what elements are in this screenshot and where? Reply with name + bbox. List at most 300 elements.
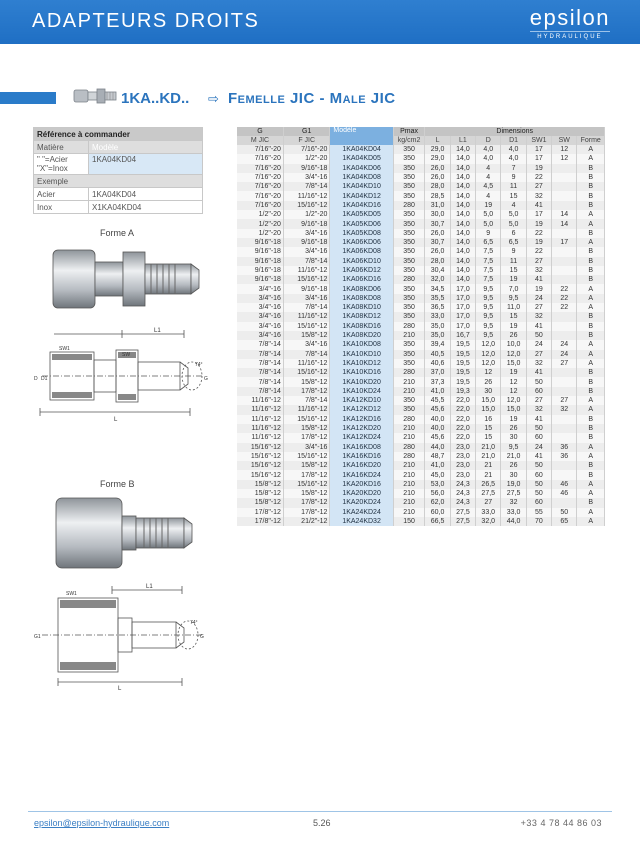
cell-g: 1/2"-20 — [237, 219, 283, 228]
cell-l1: 19,5 — [450, 340, 475, 349]
forme-a-label: Forme A — [100, 228, 135, 238]
header-d: D — [476, 136, 501, 145]
cell-modele: 1KA05KD08 — [330, 229, 393, 238]
cell-modele: 1KA10KD10 — [330, 350, 393, 359]
cell-sw1: 24 — [526, 443, 551, 452]
cell-forme: B — [577, 470, 605, 479]
cell-modele: 1KA20KD16 — [330, 480, 393, 489]
cell-g1: 3/4"-16 — [283, 443, 329, 452]
cell-d1: 11 — [501, 182, 526, 191]
cell-l1: 14,0 — [450, 229, 475, 238]
dim-l1-label-b: L1 — [146, 584, 153, 590]
cell-g1: 15/8"-12 — [283, 424, 329, 433]
cell-sw1: 41 — [526, 368, 551, 377]
cell-forme: A — [577, 294, 605, 303]
dim-sw1-label-b: SW1 — [66, 591, 77, 597]
cell-g1: 11/16"-12 — [283, 191, 329, 200]
cell-g: 11/16"-12 — [237, 396, 283, 405]
dim-sw-label: SW — [122, 352, 131, 358]
table-row — [237, 266, 605, 275]
cell-pmax: 210 — [393, 470, 425, 479]
cell-g: 17/8"-12 — [237, 508, 283, 517]
cell-modele: 1KA10KD24 — [330, 387, 393, 396]
header-modele: Modèle — [330, 127, 393, 145]
cell-sw1: 32 — [526, 312, 551, 321]
cell-sw1: 22 — [526, 229, 551, 238]
table-row — [237, 210, 605, 219]
cell-g: 15/16"-12 — [237, 470, 283, 479]
forme-b-drawing — [30, 578, 220, 690]
cell-d: 4 — [476, 164, 501, 173]
cell-g: 7/16"-20 — [237, 164, 283, 173]
cell-l: 48,7 — [425, 452, 450, 461]
cell-d1: 19 — [501, 322, 526, 331]
cell-d1: 9 — [501, 247, 526, 256]
cell-l1: 19,5 — [450, 368, 475, 377]
acier-label: Acier — [34, 188, 89, 201]
cell-sw: 65 — [552, 517, 577, 526]
cell-pmax: 280 — [393, 201, 425, 210]
cell-d1: 4,0 — [501, 154, 526, 163]
table-row — [237, 350, 605, 359]
cell-l1: 23,0 — [450, 470, 475, 479]
cell-forme: B — [577, 433, 605, 442]
table-row — [237, 508, 605, 517]
cell-forme: A — [577, 340, 605, 349]
table-row — [237, 433, 605, 442]
table-row — [237, 173, 605, 182]
cell-sw — [552, 387, 577, 396]
cell-l: 41,0 — [425, 387, 450, 396]
cell-d: 9,5 — [476, 294, 501, 303]
header-sw: SW — [552, 136, 577, 145]
cell-l1: 16,7 — [450, 331, 475, 340]
inox-note: "X"=Inox — [37, 164, 68, 173]
cell-sw: 22 — [552, 294, 577, 303]
cell-l: 30,4 — [425, 266, 450, 275]
cell-sw: 36 — [552, 452, 577, 461]
cell-l1: 22,0 — [450, 396, 475, 405]
cell-sw: 32 — [552, 405, 577, 414]
cell-d: 33,0 — [476, 508, 501, 517]
cell-g: 15/16"-12 — [237, 461, 283, 470]
cell-sw1: 17 — [526, 154, 551, 163]
cell-forme: B — [577, 201, 605, 210]
model-code: 1KA04KD04 — [89, 154, 203, 175]
cell-pmax: 350 — [393, 173, 425, 182]
cell-l1: 14,0 — [450, 210, 475, 219]
cell-pmax: 350 — [393, 284, 425, 293]
cell-l1: 22,0 — [450, 405, 475, 414]
reference-table — [33, 127, 203, 214]
cell-g: 7/8"-14 — [237, 340, 283, 349]
cell-sw — [552, 377, 577, 386]
cell-sw1: 50 — [526, 489, 551, 498]
material-notes — [34, 154, 89, 175]
cell-g: 9/16"-18 — [237, 238, 283, 247]
cell-modele: 1KA16KD24 — [330, 470, 393, 479]
cell-sw: 46 — [552, 489, 577, 498]
cell-g: 9/16"-18 — [237, 275, 283, 284]
cell-d1: 9,5 — [501, 294, 526, 303]
cell-g1: 9/16"-18 — [283, 238, 329, 247]
matiere-label: Matière — [34, 141, 89, 154]
table-row — [237, 443, 605, 452]
cell-modele: 1KA24KD24 — [330, 508, 393, 517]
cell-forme: A — [577, 405, 605, 414]
cell-sw — [552, 322, 577, 331]
cell-d: 30 — [476, 387, 501, 396]
cell-g1: 21/2"-12 — [283, 517, 329, 526]
cell-l: 56,0 — [425, 489, 450, 498]
cell-sw1: 27 — [526, 396, 551, 405]
page-title: ADAPTEURS DROITS — [32, 10, 260, 32]
cell-g: 7/16"-20 — [237, 154, 283, 163]
cell-pmax: 350 — [393, 154, 425, 163]
cell-l: 28,5 — [425, 191, 450, 200]
cell-pmax: 210 — [393, 377, 425, 386]
cell-pmax: 210 — [393, 331, 425, 340]
cell-modele: 1KA06KD10 — [330, 257, 393, 266]
cell-forme: A — [577, 154, 605, 163]
cell-l1: 17,0 — [450, 322, 475, 331]
cell-forme: B — [577, 415, 605, 424]
header-pmax: Pmax — [393, 127, 425, 136]
cell-g1: 3/4"-16 — [283, 294, 329, 303]
cell-sw1: 50 — [526, 331, 551, 340]
table-row — [237, 154, 605, 163]
cell-d1: 7,0 — [501, 284, 526, 293]
cell-l1: 19,5 — [450, 350, 475, 359]
header-l1: L1 — [450, 136, 475, 145]
dim-l-label-b: L — [118, 686, 122, 690]
cell-sw — [552, 191, 577, 200]
section-marker — [0, 92, 56, 104]
cell-l: 62,0 — [425, 498, 450, 507]
cell-d: 12,0 — [476, 359, 501, 368]
table-row — [237, 294, 605, 303]
table-row — [237, 312, 605, 321]
cell-sw1: 41 — [526, 415, 551, 424]
cell-forme: B — [577, 182, 605, 191]
cell-l1: 24,3 — [450, 498, 475, 507]
table-row — [237, 201, 605, 210]
cell-g: 9/16"-18 — [237, 247, 283, 256]
cell-sw: 22 — [552, 303, 577, 312]
dim-g-label: G — [204, 376, 208, 382]
cell-modele: 1KA12KD12 — [330, 405, 393, 414]
cell-d1: 30 — [501, 470, 526, 479]
cell-d1: 5,0 — [501, 219, 526, 228]
cell-forme: B — [577, 164, 605, 173]
table-row — [237, 359, 605, 368]
cell-l1: 27,5 — [450, 508, 475, 517]
cell-sw1: 22 — [526, 247, 551, 256]
cell-sw — [552, 173, 577, 182]
cell-d: 4,5 — [476, 182, 501, 191]
cell-modele: 1KA08KD16 — [330, 322, 393, 331]
cell-d1: 19 — [501, 275, 526, 284]
cell-sw1: 19 — [526, 164, 551, 173]
cell-l: 36,5 — [425, 303, 450, 312]
modele-label: Modèle — [89, 141, 203, 154]
cell-d1: 26 — [501, 331, 526, 340]
table-row — [237, 387, 605, 396]
cell-pmax: 350 — [393, 359, 425, 368]
cell-forme: B — [577, 275, 605, 284]
cell-l: 35,0 — [425, 331, 450, 340]
cell-g: 7/16"-20 — [237, 173, 283, 182]
cell-g: 7/16"-20 — [237, 201, 283, 210]
cell-d: 26,5 — [476, 480, 501, 489]
cell-g: 3/4"-16 — [237, 294, 283, 303]
cell-l: 40,6 — [425, 359, 450, 368]
cell-g: 15/8"-12 — [237, 489, 283, 498]
cell-pmax: 210 — [393, 424, 425, 433]
dim-l1-label: L1 — [154, 328, 161, 334]
cell-pmax: 350 — [393, 210, 425, 219]
cell-g1: 7/8"-14 — [283, 303, 329, 312]
table-row — [237, 480, 605, 489]
cell-sw — [552, 470, 577, 479]
cell-l1: 14,0 — [450, 154, 475, 163]
cell-d1: 11,0 — [501, 303, 526, 312]
cell-g1: 17/8"-12 — [283, 470, 329, 479]
cell-l1: 14,0 — [450, 173, 475, 182]
cell-l1: 27,5 — [450, 517, 475, 526]
cell-d1: 9 — [501, 173, 526, 182]
cell-sw — [552, 498, 577, 507]
cell-g1: 7/16"-20 — [283, 145, 329, 154]
cell-l: 66,5 — [425, 517, 450, 526]
cell-d1: 12 — [501, 387, 526, 396]
cell-forme: A — [577, 238, 605, 247]
cell-l: 35,5 — [425, 294, 450, 303]
cell-forme: A — [577, 145, 605, 154]
cell-d: 27 — [476, 498, 501, 507]
cell-g: 15/8"-12 — [237, 480, 283, 489]
cell-forme: A — [577, 480, 605, 489]
cell-d1: 6,5 — [501, 238, 526, 247]
cell-sw: 46 — [552, 480, 577, 489]
cell-forme: A — [577, 396, 605, 405]
cell-g: 1/2"-20 — [237, 229, 283, 238]
cell-g: 11/16"-12 — [237, 424, 283, 433]
cell-g1: 3/4"-16 — [283, 247, 329, 256]
cell-g: 7/8"-14 — [237, 368, 283, 377]
cell-sw — [552, 229, 577, 238]
cell-modele: 1KA04KD16 — [330, 201, 393, 210]
cell-pmax: 150 — [393, 517, 425, 526]
cell-pmax: 350 — [393, 350, 425, 359]
cell-pmax: 280 — [393, 452, 425, 461]
table-row — [237, 247, 605, 256]
cell-l: 40,5 — [425, 350, 450, 359]
cell-g: 11/16"-12 — [237, 415, 283, 424]
cell-g: 7/16"-20 — [237, 182, 283, 191]
cell-sw1: 50 — [526, 377, 551, 386]
cell-d1: 27,5 — [501, 489, 526, 498]
cell-d1: 7 — [501, 164, 526, 173]
cell-forme: B — [577, 173, 605, 182]
cell-g1: 15/8"-12 — [283, 489, 329, 498]
cell-modele: 1KA12KD16 — [330, 415, 393, 424]
cell-sw1: 60 — [526, 433, 551, 442]
table-row — [237, 415, 605, 424]
dim-l-label: L — [114, 417, 118, 423]
forme-b-label: Forme B — [100, 479, 135, 489]
cell-l1: 14,0 — [450, 247, 475, 256]
cell-sw: 27 — [552, 359, 577, 368]
cell-sw: 24 — [552, 340, 577, 349]
cell-d1: 15 — [501, 312, 526, 321]
cell-modele: 1KA04KD05 — [330, 154, 393, 163]
cell-sw1: 22 — [526, 173, 551, 182]
cell-l1: 17,0 — [450, 312, 475, 321]
header-fjic: F JIC — [283, 136, 329, 145]
cell-sw: 14 — [552, 210, 577, 219]
brand-name: epsilon — [529, 5, 610, 30]
cell-d: 4,0 — [476, 154, 501, 163]
forme-b-photo — [50, 492, 200, 574]
brand-logo — [530, 6, 610, 41]
cell-sw — [552, 257, 577, 266]
cell-l: 53,0 — [425, 480, 450, 489]
footer-email-link[interactable]: epsilon@epsilon-hydraulique.com — [34, 818, 170, 828]
cell-sw — [552, 433, 577, 442]
cell-pmax: 350 — [393, 164, 425, 173]
cell-l1: 14,0 — [450, 191, 475, 200]
cell-d: 7,5 — [476, 257, 501, 266]
table-row — [237, 340, 605, 349]
cell-d1: 12 — [501, 377, 526, 386]
cell-d1: 44,0 — [501, 517, 526, 526]
inox-label: Inox — [34, 201, 89, 214]
cell-forme: A — [577, 489, 605, 498]
dim-angle-label: 74° — [195, 362, 203, 368]
cell-g1: 17/8"-12 — [283, 498, 329, 507]
cell-l: 45,0 — [425, 470, 450, 479]
cell-l1: 14,0 — [450, 257, 475, 266]
cell-pmax: 350 — [393, 405, 425, 414]
cell-sw1: 70 — [526, 517, 551, 526]
cell-pmax: 350 — [393, 191, 425, 200]
cell-modele: 1KA06KD08 — [330, 247, 393, 256]
dim-g-label-b: G — [200, 634, 204, 640]
header-g1: G1 — [283, 127, 329, 136]
cell-l: 26,0 — [425, 173, 450, 182]
cell-l: 30,0 — [425, 210, 450, 219]
cell-d: 4 — [476, 173, 501, 182]
cell-pmax: 350 — [393, 182, 425, 191]
table-row — [237, 229, 605, 238]
cell-l: 60,0 — [425, 508, 450, 517]
table-row — [237, 489, 605, 498]
cell-sw — [552, 201, 577, 210]
table-row — [237, 303, 605, 312]
cell-g1: 9/16"-18 — [283, 284, 329, 293]
cell-sw1: 41 — [526, 322, 551, 331]
cell-modele: 1KA08KD20 — [330, 331, 393, 340]
cell-d: 7,5 — [476, 275, 501, 284]
header-l: L — [425, 136, 450, 145]
cell-d: 9,5 — [476, 284, 501, 293]
cell-l: 33,0 — [425, 312, 450, 321]
cell-l1: 14,0 — [450, 238, 475, 247]
cell-sw1: 50 — [526, 461, 551, 470]
cell-g1: 15/8"-12 — [283, 377, 329, 386]
cell-d: 7,5 — [476, 247, 501, 256]
cell-g1: 17/8"-12 — [283, 433, 329, 442]
cell-sw1: 41 — [526, 452, 551, 461]
product-description: Femelle JIC - Male JIC — [228, 90, 396, 107]
cell-d1: 15 — [501, 266, 526, 275]
cell-pmax: 210 — [393, 508, 425, 517]
table-row — [237, 498, 605, 507]
cell-g1: 15/8"-12 — [283, 461, 329, 470]
cell-l: 34,5 — [425, 284, 450, 293]
cell-g: 9/16"-18 — [237, 257, 283, 266]
cell-g1: 15/16"-12 — [283, 452, 329, 461]
cell-d1: 6 — [501, 229, 526, 238]
arrow-right-icon: ⇨ — [208, 91, 219, 106]
cell-sw — [552, 247, 577, 256]
cell-modele: 1KA16KD20 — [330, 461, 393, 470]
cell-sw: 12 — [552, 145, 577, 154]
cell-d: 19 — [476, 201, 501, 210]
cell-d: 4 — [476, 191, 501, 200]
cell-sw1: 27 — [526, 257, 551, 266]
cell-forme: B — [577, 368, 605, 377]
cell-d: 32,0 — [476, 517, 501, 526]
cell-g1: 15/8"-12 — [283, 331, 329, 340]
cell-modele: 1KA08KD12 — [330, 312, 393, 321]
cell-sw1: 60 — [526, 470, 551, 479]
cell-pmax: 280 — [393, 275, 425, 284]
cell-d: 27,5 — [476, 489, 501, 498]
cell-pmax: 350 — [393, 145, 425, 154]
cell-pmax: 210 — [393, 480, 425, 489]
cell-g1: 7/8"-14 — [283, 350, 329, 359]
cell-g1: 3/4"-16 — [283, 340, 329, 349]
cell-sw — [552, 424, 577, 433]
cell-sw1: 41 — [526, 275, 551, 284]
cell-l1: 17,0 — [450, 294, 475, 303]
cell-modele: 1KA20KD20 — [330, 489, 393, 498]
cell-g1: 11/16"-12 — [283, 266, 329, 275]
cell-modele: 1KA12KD20 — [330, 424, 393, 433]
cell-forme: B — [577, 331, 605, 340]
table-row — [237, 322, 605, 331]
dim-g1-label-b: G1 — [34, 634, 41, 640]
cell-g1: 11/16"-12 — [283, 312, 329, 321]
cell-sw1: 32 — [526, 191, 551, 200]
cell-d1: 12,0 — [501, 350, 526, 359]
cell-sw1: 27 — [526, 303, 551, 312]
cell-sw1: 19 — [526, 284, 551, 293]
cell-modele: 1KA24KD32 — [330, 517, 393, 526]
cell-d1: 19,0 — [501, 480, 526, 489]
cell-modele: 1KA05KD06 — [330, 219, 393, 228]
table-row — [237, 219, 605, 228]
cell-forme: B — [577, 424, 605, 433]
cell-g: 3/4"-16 — [237, 322, 283, 331]
product-code: 1KA..KD.. — [121, 90, 190, 107]
cell-modele: 1KA06KD06 — [330, 238, 393, 247]
cell-d: 7,5 — [476, 266, 501, 275]
cell-d: 5,0 — [476, 210, 501, 219]
cell-modele: 1KA12KD10 — [330, 396, 393, 405]
